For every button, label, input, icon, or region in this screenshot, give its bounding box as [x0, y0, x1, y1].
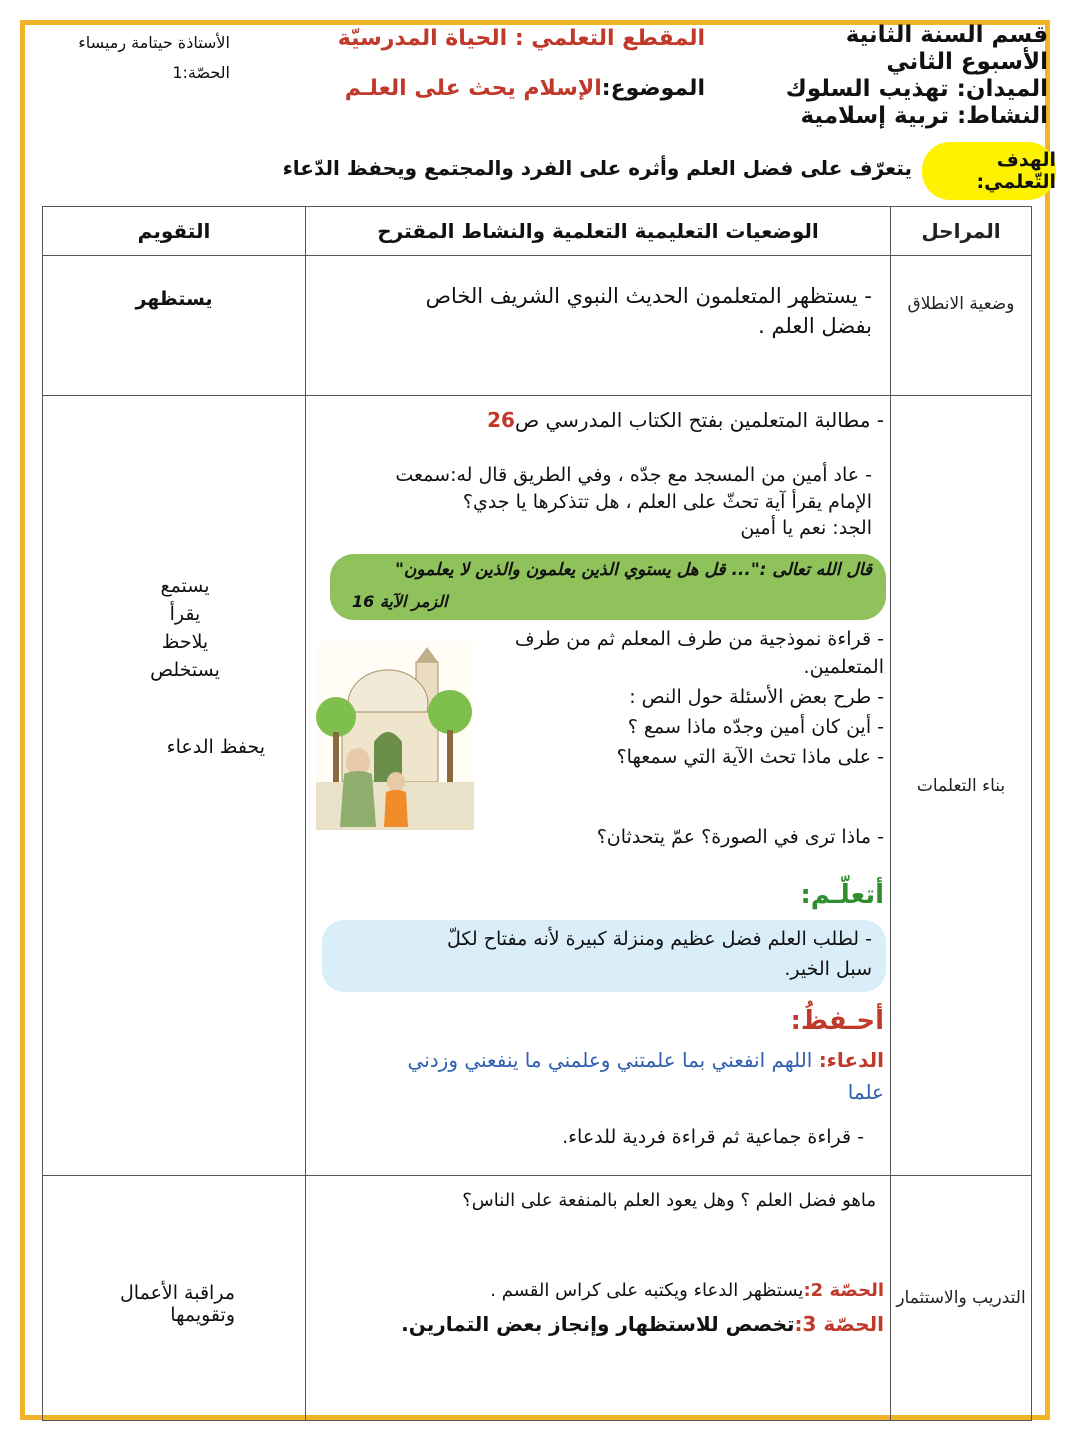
eval-practice [43, 1176, 306, 1421]
goal-text: يتعرّف على فضل العلم وأثره على الفرد والمجتمع ويحفظ الدّعاء [282, 156, 912, 180]
table-row-practice [43, 1176, 1032, 1421]
story-line-2: الإمام يقرأ آية تحثّ على العلم ، هل تتذكرها يا جدي؟ [462, 491, 872, 513]
dua-label: الدعاء: [818, 1048, 884, 1072]
topic-line [345, 76, 705, 101]
question-3: - ماذا ترى في الصورة؟ عمّ يتحدثان؟ [596, 826, 884, 848]
activity-label: النشاط: تربية إسلامية [800, 103, 1048, 129]
session-2-label: الحصّة 2: [803, 1280, 884, 1301]
launch-line-2: بفضل العلم . [758, 314, 872, 338]
question-intro: - طرح بعض الأسئلة حول النص : [629, 686, 884, 708]
teacher-info [40, 28, 230, 88]
eval-memorize: يحفظ الدعاء [166, 736, 265, 758]
mosque-illustration-icon [316, 642, 474, 830]
domain-label: الميدان: تهذيب السلوك [785, 76, 1048, 102]
story-line-1: - عاد أمين من المسجد مع جدّه ، وفي الطريق قال له:سمعت [395, 464, 872, 486]
eval-build [43, 396, 306, 1176]
learn-line-2: سبل الخير. [784, 958, 872, 980]
eval-read: يقرأ [169, 603, 201, 625]
verse-reference: الزمر الآية 16 [352, 592, 448, 611]
page-number: 26 [487, 408, 515, 432]
book-line: - مطالبة المتعلمين بفتح الكتاب المدرسي ص26 [487, 408, 884, 432]
launch-content [306, 256, 891, 396]
reading-line-2: المتعلمين. [803, 656, 884, 678]
header-stages: المراحل [891, 207, 1032, 256]
group-reading: - قراءة جماعية ثم قراءة فردية للدعاء. [562, 1126, 864, 1148]
session-2-line [490, 1280, 884, 1301]
lesson-table [42, 206, 1032, 1421]
eval-observe: يلاحظ [161, 631, 209, 653]
learn-line-1: - لطلب العلم فضل عظيم ومنزلة كبيرة لأنه مفتاح لكلّ [446, 928, 872, 950]
eval-build-list [125, 572, 245, 684]
practice-content [306, 1176, 891, 1421]
eval-deduce: يستخلص [150, 659, 220, 681]
table-row-launch [43, 256, 1032, 396]
reading-line-1: - قراءة نموذجية من طرف المعلم ثم من طرف [514, 628, 884, 650]
week-label: الأسبوع الثاني [886, 49, 1048, 75]
eval-practice-text [120, 1282, 235, 1326]
question-2: - على ماذا تحث الآية التي سمعها؟ [616, 746, 884, 768]
verse-text: قال الله تعالى :"... قل هل يستوي الذين يعلمون والذين لا يعلمون" [395, 560, 872, 580]
stage-launch: وضعية الانطلاق [891, 256, 1032, 396]
topic-label: الموضوع: [601, 76, 705, 101]
table-row-build [43, 396, 1032, 1176]
session-3-label: الحصّة 3: [794, 1312, 884, 1336]
session-number: الحصّة:1 [172, 63, 230, 82]
session-3-line [401, 1312, 884, 1336]
verse-box [330, 554, 886, 620]
dua-line-1 [408, 1048, 884, 1072]
header-activities: الوضعيات التعليمية التعلمية والنشاط المقترح [306, 207, 891, 256]
stage-build: بناء التعلمات [891, 396, 1032, 1176]
dua-text-2: علما [847, 1080, 884, 1104]
teacher-name: الأستاذة حيتامة رميساء [78, 33, 230, 52]
eval-practice-1: مراقبة الأعمال [119, 1282, 235, 1304]
eval-practice-2: وتقويمها [170, 1304, 235, 1326]
table-header-row [43, 207, 1032, 256]
memorize-title: أحـفظُ: [790, 1006, 884, 1036]
build-content [306, 396, 891, 1176]
topic-title: الإسلام يحث على العلـم [344, 76, 602, 101]
goal-badge: الهدف التّعلمي: [922, 142, 1056, 200]
header-evaluation: التقويم [43, 207, 306, 256]
launch-line-1: - يستظهر المتعلمون الحديث النبوي الشريف الخاص [425, 284, 872, 308]
header-info [786, 22, 1048, 130]
learn-box [322, 920, 886, 992]
practice-question: ماهو فضل العلم ؟ وهل يعود العلم بالمنفعة على الناس؟ [462, 1190, 876, 1211]
question-1: - أين كان أمين وجدّه ماذا سمع ؟ [627, 716, 884, 738]
learn-title: أتعلّـم: [800, 880, 884, 910]
eval-listen: يستمع [160, 575, 210, 597]
story-line-3: الجد: نعم يا أمين [740, 517, 872, 539]
session-2-text: يستظهر الدعاء ويكتبه على كراس القسم . [490, 1280, 804, 1301]
dua-text-1: اللهم انفعني بما علمتني وعلمني ما ينفعني وزدني [407, 1048, 813, 1072]
eval-launch: يستظهر [43, 256, 306, 396]
class-label: قسم السنة الثانية [845, 22, 1048, 48]
session-3-text: تخصص للاستظهار وإنجاز بعض التمارين. [401, 1312, 795, 1336]
stage-practice: التدريب والاستثمار [891, 1176, 1032, 1421]
unit-title: المقطع التعلمي : الحياة المدرسيّة [337, 26, 705, 51]
